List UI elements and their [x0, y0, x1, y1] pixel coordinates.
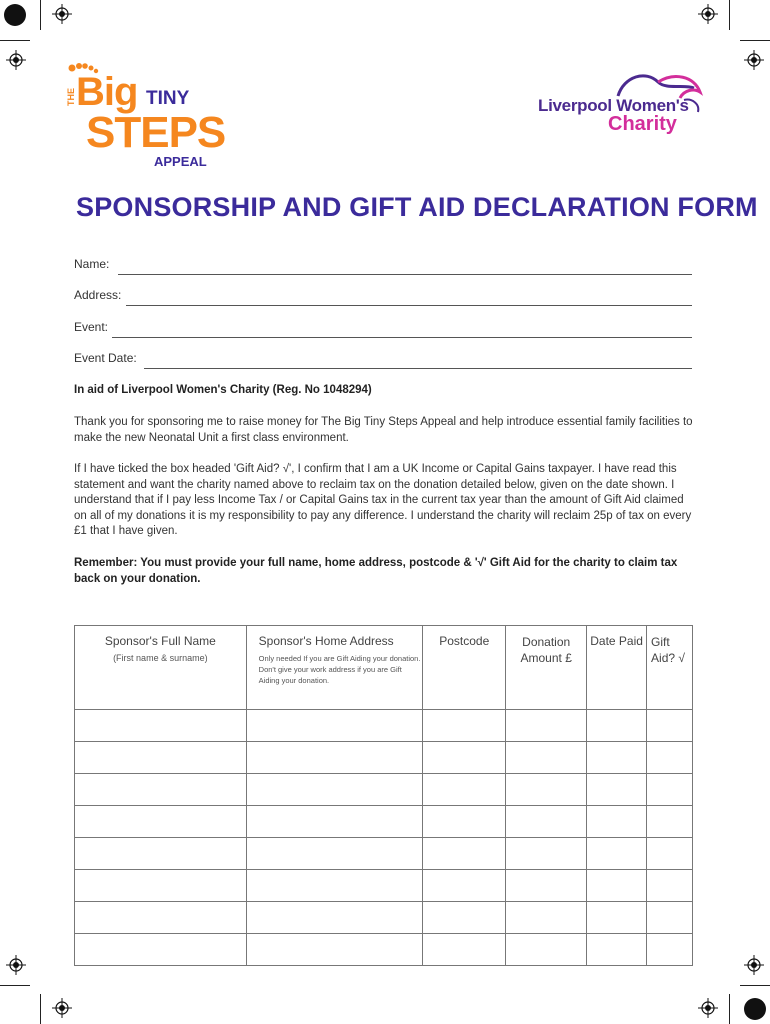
cell-donation[interactable]	[506, 870, 587, 902]
cell-date-paid[interactable]	[587, 902, 647, 934]
cell-donation[interactable]	[506, 742, 587, 774]
cell-gift-aid[interactable]	[647, 902, 693, 934]
event-label: Event:	[74, 320, 109, 334]
cell-donation[interactable]	[506, 934, 587, 966]
crop-mark	[40, 994, 41, 1024]
cell-date-paid[interactable]	[587, 934, 647, 966]
registration-mark-icon	[6, 50, 26, 70]
registration-mark-icon	[744, 955, 764, 975]
in-aid-text: In aid of Liverpool Women's Charity (Reg. No 1048294)	[74, 384, 372, 396]
header-full-name	[75, 626, 247, 710]
header-donation: Donation Amount £	[506, 626, 587, 710]
cell-name[interactable]	[75, 902, 247, 934]
cell-postcode[interactable]	[423, 806, 506, 838]
header-home-address-sub: Only needed If you are Gift Aiding your donation. Don't give your work address if you are Gift Aiding your donation.	[258, 654, 421, 685]
registration-mark-icon	[52, 4, 72, 24]
header-postcode: Postcode	[423, 626, 506, 710]
cell-postcode[interactable]	[423, 710, 506, 742]
event-date-field[interactable]	[74, 351, 692, 369]
logo-tiny: TINY	[146, 88, 190, 109]
event-input-line[interactable]	[112, 337, 692, 338]
cell-address[interactable]	[246, 870, 423, 902]
table-row	[75, 806, 693, 838]
page-title: SPONSORSHIP AND GIFT AID DECLARATION FORM	[76, 192, 758, 222]
cell-postcode[interactable]	[423, 870, 506, 902]
cell-gift-aid[interactable]	[647, 870, 693, 902]
cell-postcode[interactable]	[423, 742, 506, 774]
event-field[interactable]	[74, 320, 692, 338]
logo-appeal: APPEAL	[154, 154, 207, 169]
cell-postcode[interactable]	[423, 838, 506, 870]
header-home-address	[246, 626, 423, 710]
thank-you-text: Thank you for sponsoring me to raise money for The Big Tiny Steps Appeal and help introduce essential family facilities to make the new Neonatal Unit a first class environment.	[74, 416, 693, 444]
registration-mark-icon	[6, 955, 26, 975]
cell-name[interactable]	[75, 774, 247, 806]
print-dot-top-left	[4, 4, 26, 26]
cell-date-paid[interactable]	[587, 806, 647, 838]
logo-steps: STEPS	[86, 108, 226, 157]
cell-name[interactable]	[75, 806, 247, 838]
cell-gift-aid[interactable]	[647, 838, 693, 870]
cell-name[interactable]	[75, 934, 247, 966]
big-tiny-steps-logo	[64, 62, 224, 174]
cell-gift-aid[interactable]	[647, 934, 693, 966]
cell-gift-aid[interactable]	[647, 742, 693, 774]
name-input-line[interactable]	[118, 274, 692, 275]
logo-big: Big	[76, 70, 138, 114]
cell-name[interactable]	[75, 870, 247, 902]
cell-name[interactable]	[75, 838, 247, 870]
cell-address[interactable]	[246, 710, 423, 742]
logo-charity: Charity	[608, 113, 677, 135]
cell-donation[interactable]	[506, 710, 587, 742]
cell-postcode[interactable]	[423, 934, 506, 966]
crop-mark	[40, 0, 41, 30]
cell-gift-aid[interactable]	[647, 774, 693, 806]
table-row	[75, 902, 693, 934]
cell-date-paid[interactable]	[587, 742, 647, 774]
cell-name[interactable]	[75, 710, 247, 742]
name-field[interactable]	[74, 257, 692, 275]
table-row	[75, 742, 693, 774]
cell-date-paid[interactable]	[587, 870, 647, 902]
header-full-name-label: Sponsor's Full Name	[104, 634, 216, 648]
registration-mark-icon	[698, 4, 718, 24]
cell-donation[interactable]	[506, 806, 587, 838]
crop-mark	[729, 994, 730, 1024]
registration-mark-icon	[698, 998, 718, 1018]
header-full-name-sub: (First name & surname)	[113, 653, 208, 663]
cell-address[interactable]	[246, 902, 423, 934]
registration-mark-icon	[52, 998, 72, 1018]
cell-donation[interactable]	[506, 838, 587, 870]
table-row	[75, 838, 693, 870]
crop-mark	[740, 40, 770, 41]
header-gift-aid: Gift Aid? √	[647, 626, 693, 710]
address-input-line[interactable]	[126, 305, 692, 306]
table-row	[75, 870, 693, 902]
declaration-text: If I have ticked the box headed 'Gift Aid? √', I confirm that I am a UK Income or Capital Gains taxpayer. I have read this statement and want the charity named above to reclaim tax on the donation detailed below, given on the date shown. I understand that if I pay less Income Tax / or Capital Gains tax in the current tax year than the amount of Gift Aid claimed on all of my donations it is my responsibility to pay any difference. I understand the charity will reclaim 25p of tax on every £1 that I have given.	[74, 463, 692, 538]
cell-name[interactable]	[75, 742, 247, 774]
crop-mark	[729, 0, 730, 30]
address-label: Address:	[74, 288, 122, 302]
cell-address[interactable]	[246, 838, 423, 870]
cell-date-paid[interactable]	[587, 774, 647, 806]
name-label: Name:	[74, 257, 110, 271]
cell-address[interactable]	[246, 806, 423, 838]
header-date-paid: Date Paid	[587, 626, 647, 710]
crop-mark	[740, 985, 770, 986]
event-date-label: Event Date:	[74, 351, 137, 365]
cell-address[interactable]	[246, 934, 423, 966]
logo-liverpool-womens: Liverpool Women's	[538, 96, 689, 115]
cell-donation[interactable]	[506, 774, 587, 806]
sponsor-table	[74, 625, 693, 966]
cell-postcode[interactable]	[423, 902, 506, 934]
cell-date-paid[interactable]	[587, 838, 647, 870]
crop-mark	[0, 40, 30, 41]
cell-gift-aid[interactable]	[647, 710, 693, 742]
address-field[interactable]	[74, 288, 692, 306]
table-row	[75, 710, 693, 742]
crop-mark	[0, 985, 30, 986]
cell-donation[interactable]	[506, 902, 587, 934]
table-header-row	[75, 626, 693, 710]
event-date-input-line[interactable]	[144, 368, 692, 369]
cell-postcode[interactable]	[423, 774, 506, 806]
table-row	[75, 774, 693, 806]
table-row	[75, 934, 693, 966]
cell-address[interactable]	[246, 774, 423, 806]
registration-mark-icon	[744, 50, 764, 70]
print-dot-bottom-right	[744, 998, 766, 1020]
cell-date-paid[interactable]	[587, 710, 647, 742]
cell-gift-aid[interactable]	[647, 806, 693, 838]
liverpool-womens-charity-logo	[534, 68, 706, 138]
cell-address[interactable]	[246, 742, 423, 774]
remember-text: Remember: You must provide your full name, home address, postcode & '√' Gift Aid for the charity to claim tax back on your donation.	[74, 557, 678, 585]
header-home-address-label: Sponsor's Home Address	[258, 634, 394, 648]
logo-the: THE	[66, 88, 76, 106]
